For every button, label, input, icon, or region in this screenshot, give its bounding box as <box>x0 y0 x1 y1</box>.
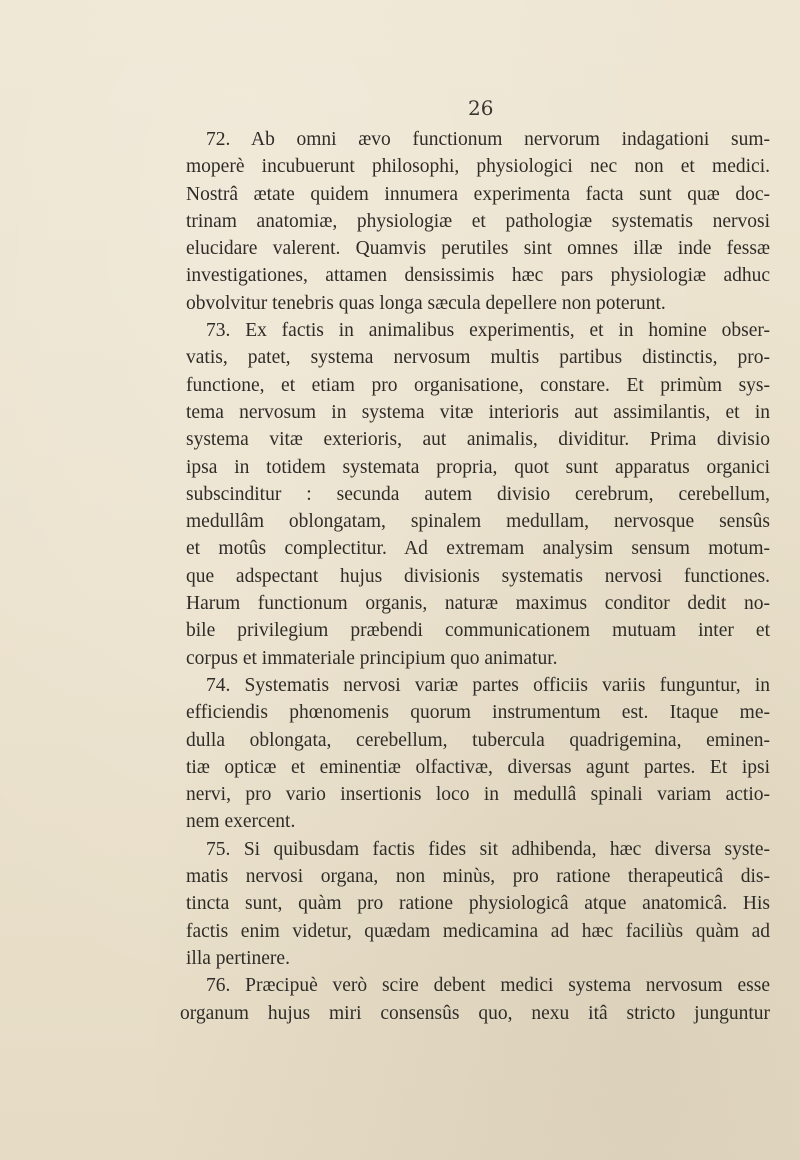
text-line: tiæ opticæ et eminentiæ olfactivæ, diversas agunt partes. Et ipsi <box>186 756 770 778</box>
text-line: 74. Systematis nervosi variæ partes officiis variis funguntur, in <box>206 674 770 696</box>
text-line: investigationes, attamen densissimis hæc pars physiologiæ adhuc <box>186 265 770 287</box>
text-line: tema nervosum in systema vitæ interioris aut assimilantis, et in <box>186 401 770 423</box>
text-line: moperè incubuerunt philosophi, physiologici nec non et medici. <box>186 156 770 178</box>
text-line: Harum functionum organis, naturæ maximus conditor dedit no- <box>186 593 770 615</box>
text-line: tincta sunt, quàm pro ratione physiologicâ atque anatomicâ. His <box>186 893 770 915</box>
text-line: 73. Ex factis in animalibus experimentis, et in homine obser- <box>206 320 770 342</box>
text-line: functione, et etiam pro organisatione, constare. Et primùm sys- <box>186 374 770 396</box>
text-line: efficiendis phœnomenis quorum instrumentum est. Itaque me- <box>186 702 770 724</box>
text-line: obvolvitur tenebris quas longa sæcula depellere non poterunt. <box>186 292 666 314</box>
text-line: vatis, patet, systema nervosum multis partibus distinctis, pro- <box>186 347 770 369</box>
text-line: systema vitæ exterioris, aut animalis, dividitur. Prima divisio <box>186 429 770 451</box>
text-line: subscinditur : secunda autem divisio cerebrum, cerebellum, <box>186 483 770 505</box>
text-line: matis nervosi organa, non minùs, pro ratione therapeuticâ dis- <box>186 866 770 888</box>
text-line: Nostrâ ætate quidem innumera experimenta facta sunt quæ doc- <box>186 183 770 205</box>
text-line: ipsa in totidem systemata propria, quot sunt apparatus organici <box>186 456 770 478</box>
text-line: factis enim videtur, quædam medicamina ad hæc faciliùs quàm ad <box>186 920 770 942</box>
page-number: 26 <box>468 96 494 120</box>
text-line: 75. Si quibusdam factis fides sit adhibenda, hæc diversa syste- <box>206 838 770 860</box>
text-line: nervi, pro vario insertionis loco in medullâ spinali variam actio- <box>186 784 770 806</box>
text-line: que adspectant hujus divisionis systematis nervosi functiones. <box>186 565 770 587</box>
text-line: 76. Præcipuè verò scire debent medici systema nervosum esse <box>206 975 770 997</box>
text-line: bile privilegium præbendi communicationem mutuam inter et <box>186 620 770 642</box>
body-text <box>180 126 770 1027</box>
text-line: illa pertinere. <box>186 947 290 969</box>
text-line: medullâm oblongatam, spinalem medullam, nervosque sensûs <box>186 511 770 533</box>
text-line: nem exercent. <box>186 811 296 833</box>
text-line: 72. Ab omni ævo functionum nervorum indagationi sum- <box>206 129 770 150</box>
text-line: corpus et immateriale principium quo animatur. <box>186 647 558 669</box>
text-line: dulla oblongata, cerebellum, tubercula quadrigemina, eminen- <box>186 729 770 751</box>
text-line: trinam anatomiæ, physiologiæ et pathologiæ systematis nervosi <box>186 210 770 232</box>
text-line: et motûs complectitur. Ad extremam analysim sensum motum- <box>186 538 770 560</box>
text-line: organum hujus miri consensûs quo, nexu itâ stricto junguntur <box>180 1002 770 1024</box>
text-line: elucidare valerent. Quamvis perutiles sint omnes illæ inde fessæ <box>186 238 770 260</box>
